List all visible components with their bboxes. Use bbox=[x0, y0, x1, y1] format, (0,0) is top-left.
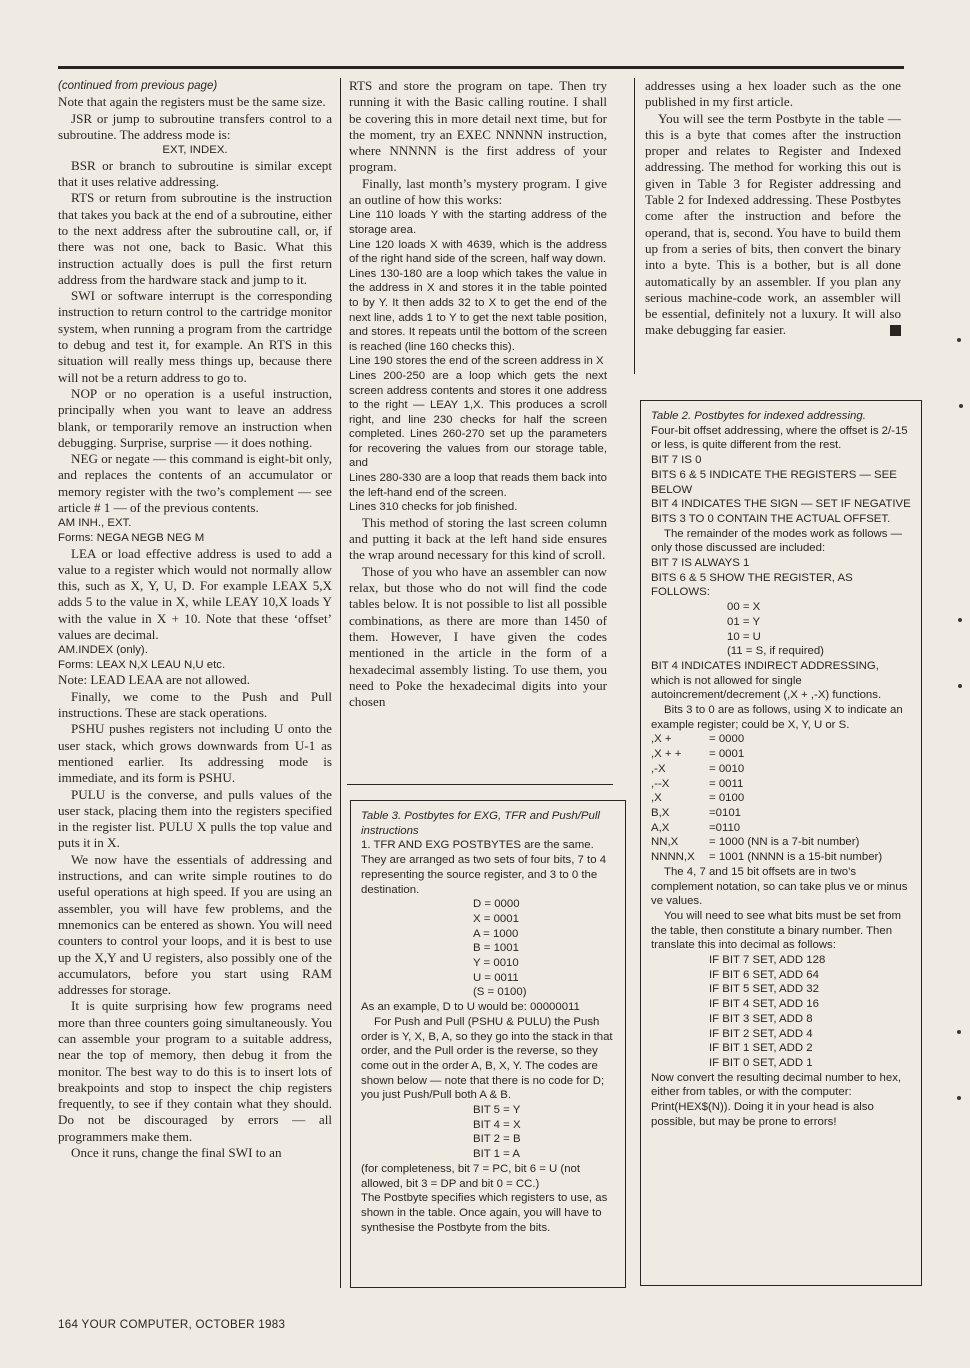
index-mode-list bbox=[651, 732, 911, 864]
table-2-rule: BITS 6 & 5 SHOW THE REGISTER, AS FOLLOWS: bbox=[651, 571, 853, 599]
scan-dot bbox=[957, 1030, 961, 1034]
table-2-remainder: The remainder of the modes work as follows — only those discussed are included: bbox=[651, 527, 903, 555]
address-mode: AM INH., EXT. bbox=[58, 517, 132, 530]
program-line-note: Lines 200-250 are a loop which gets the next screen address contents and stores it one address to the right — LEAY 1,X. This produces a scroll right, and line 230 checks for half the screen completed. Lines 260-270 set up the parameters for recovering the values from our storage table, and bbox=[349, 369, 607, 470]
paragraph: RTS and store the program on tape. Then try running it with the Basic calling routine. I shall be covering this in more detail next time, but for the moment, try an EXEC NNNNN instruction, where NNNNN is the first address of your program. bbox=[349, 78, 607, 175]
index-mode: ,X bbox=[651, 792, 662, 805]
index-mode: ,-X bbox=[651, 762, 666, 775]
table-3-completeness: (for completeness, bit 7 = PC, bit 6 = U (not allowed, bit 3 = DP and bit 0 = CC.) bbox=[361, 1162, 581, 1190]
paragraph: We now have the essentials of addressing and instructions, and can write simple routines to do useful operations at high speed. If you are using an assembler, you will have few problems, and the mnemonics can be entered as shown. You will need counters to control your loops, and it is best to use up the X,Y and U registers, also possibly one of the accumulators, before you start using RAM addresses for storage. bbox=[58, 851, 332, 998]
index-code: = 0010 bbox=[709, 762, 745, 775]
forms: Forms: LEAX N,X LEAU N,U etc. bbox=[58, 658, 226, 671]
index-mode-row bbox=[651, 821, 911, 836]
register-select-list bbox=[651, 600, 911, 659]
scan-dot bbox=[959, 404, 963, 408]
bit-add: IF BIT 5 SET, ADD 32 bbox=[709, 983, 819, 996]
push-bit: BIT 2 = B bbox=[473, 1133, 521, 1146]
table-2-offsets: The 4, 7 and 15 bit offsets are in two’s complement notation, so can take plus ve or minus ve values. bbox=[651, 865, 908, 908]
paragraph: LEA or load effective address is used to add a value to a register which would not normally allow this, such as X, Y, U, D. For example LEAX 5,X adds 5 to the value in X, while LEAY 10,X loads Y with the value in X + 10. Note that these ‘offset’ values are decimal. bbox=[58, 545, 332, 642]
table-2-rule: BITS 3 TO 0 CONTAIN THE ACTUAL OFFSET. bbox=[651, 512, 891, 525]
end-of-article-icon bbox=[890, 325, 901, 336]
index-mode-row bbox=[651, 747, 911, 762]
bit-add: IF BIT 3 SET, ADD 8 bbox=[709, 1012, 813, 1025]
table-2-box bbox=[640, 400, 922, 1286]
index-mode-row bbox=[651, 806, 911, 821]
index-mode: ,X + bbox=[651, 733, 672, 746]
program-line-note: Lines 130-180 are a loop which takes the value in the address in X and stores it in the table pointed to by Y. It then adds 32 to X to get the end of the next line, adds 1 to Y to get the next table position, and stores. It repeats until the bottom of the screen is reached (line 160 checks this). bbox=[349, 267, 607, 353]
bit4-caps: BIT 4 INDICATES INDIRECT ADDRESSING, bbox=[651, 659, 879, 672]
paragraph: Once it runs, change the final SWI to an bbox=[71, 1145, 282, 1161]
index-mode: A,X bbox=[651, 821, 670, 834]
address-mode: AM.INDEX (only). bbox=[58, 644, 148, 657]
table-3-caption: Table 3. Postbytes for EXG, TFR and Push/Pull instructions bbox=[361, 810, 600, 837]
index-code: = 0001 bbox=[709, 748, 745, 761]
paragraph: It is quite surprising how few programs need more than three counters going simultaneously. You can assemble your program to a suitable address, near the top of memory, then debug it from the monitor. The best way to do this is to insert lots of breakpoints and stop to inspect the chip registers frequently, to see if they contain what they should. Do not be discouraged by errors — all programmers make them. bbox=[58, 998, 332, 1144]
push-bit: BIT 4 = X bbox=[473, 1118, 521, 1131]
paragraph: Finally, we come to the Push and Pull instructions. These are stack operations. bbox=[58, 688, 332, 721]
index-mode-row bbox=[651, 762, 911, 777]
paragraph: SWI or software interrupt is the corresponding instruction to return control to the cartridge monitor system, when running a program from the cartridge to debug and test it, for example. An RTS in this situation will really mess things up, because there will not be a return address to go to. bbox=[58, 288, 332, 385]
program-line-note: Line 110 loads Y with the starting address of the storage area. bbox=[349, 209, 607, 236]
register-code: D = 0000 bbox=[473, 898, 520, 911]
column-2 bbox=[349, 78, 607, 710]
register-select: 00 = X bbox=[727, 601, 761, 614]
program-line-note: Line 190 stores the end of the screen address in X bbox=[349, 355, 604, 368]
program-line-note: Lines 310 checks for job finished. bbox=[349, 501, 518, 514]
register-select: (11 = S, if required) bbox=[727, 645, 824, 658]
index-mode-row bbox=[651, 732, 911, 747]
table-3-postbyte: The Postbyte specifies which registers to use, as shown in the table. Once again, you will have to synthesise the Postbyte from the bits. bbox=[361, 1192, 608, 1234]
paragraph: You will see the term Postbyte in the table — this is a byte that comes after the instruction proper and relates to Register and Indexed addressing. The method for working this out is given in Table 3 for Register addressing and Table 2 for Indexed addressing. These Postbytes come after the instruction and before the operand, that is, second. You have to build them up from a series of bits, then convert the binary into a byte. This is a bother, but is all done automatically by an assembler. If you plan any serious machine-code work, an assembler will be essential, definitely not a luxury. It will also make debugging far easier. bbox=[645, 110, 901, 338]
scan-dot bbox=[958, 684, 962, 688]
index-mode-row bbox=[651, 850, 911, 865]
top-rule bbox=[58, 66, 904, 69]
paragraph: NOP or no operation is a useful instruction, principally when you want to leave an address blank, or temporarily remove an instruction when debugging. Surprise, surprise — it does nothing. bbox=[58, 385, 332, 450]
table-2-convert: Now convert the resulting decimal number to hex, either from tables, or with the computer: Print(HEX$(N)). Doing it in your head is also possible, but may be prone to errors! bbox=[651, 1071, 902, 1128]
index-mode: B,X bbox=[651, 806, 670, 819]
bit-add-list bbox=[651, 953, 911, 1071]
register-code: B = 1001 bbox=[473, 942, 519, 955]
forms: Forms: NEGA NEGB NEG M bbox=[58, 531, 205, 544]
bit-add: IF BIT 2 SET, ADD 4 bbox=[709, 1027, 813, 1040]
table-2-caption: Table 2. Postbytes for indexed addressing. bbox=[651, 410, 866, 422]
scan-dot bbox=[958, 618, 962, 622]
table-2-rule: BIT 7 IS ALWAYS 1 bbox=[651, 557, 750, 570]
index-mode: NNNN,X bbox=[651, 851, 695, 864]
table-2-rule: BITS 6 & 5 INDICATE THE REGISTERS — SEE BELOW bbox=[651, 468, 897, 496]
index-code: = 0000 bbox=[709, 733, 745, 746]
column-3 bbox=[645, 78, 901, 339]
column-rule bbox=[340, 78, 341, 1288]
paragraph: Note that again the registers must be the same size. bbox=[58, 94, 326, 110]
table-2-bits30: Bits 3 to 0 are as follows, using X to indicate an example register; could be X, Y, U or S. bbox=[651, 704, 903, 731]
table-3-intro: 1. TFR AND EXG POSTBYTES are the same. They are arranged as two sets of four bits, 7 to 4 representing the source register, and 3 to 0 the destination. bbox=[361, 839, 607, 896]
paragraph: NEG or negate — this command is eight-bit only, and replaces the contents of an accumulator or memory register with the two’s complement — see article # 1 — of the previous contents. bbox=[58, 451, 332, 516]
index-code: = 0011 bbox=[709, 777, 744, 790]
index-mode: ,--X bbox=[651, 777, 670, 790]
register-code-list bbox=[361, 897, 615, 1000]
column-rule bbox=[634, 78, 635, 374]
index-code: = 0100 bbox=[709, 792, 745, 805]
scan-dot bbox=[957, 1096, 961, 1100]
paragraph: Finally, last month’s mystery program. I give an outline of how this works: bbox=[349, 175, 607, 208]
register-select: 01 = Y bbox=[727, 615, 761, 628]
paragraph: BSR or branch to subroutine is similar except that it uses relative addressing. bbox=[58, 157, 332, 190]
continued-note: (continued from previous page) bbox=[58, 80, 218, 92]
index-mode: NN,X bbox=[651, 836, 679, 849]
bit-add: IF BIT 1 SET, ADD 2 bbox=[709, 1042, 813, 1055]
box-rule bbox=[347, 784, 613, 785]
register-select: 10 = U bbox=[727, 630, 761, 643]
bit-add: IF BIT 4 SET, ADD 16 bbox=[709, 998, 819, 1011]
program-line-note: Lines 280-330 are a loop that reads them back into the left-hand end of the screen. bbox=[349, 472, 607, 499]
scan-dot bbox=[957, 338, 961, 342]
table-3-example: As an example, D to U would be: 00000011 bbox=[361, 1001, 580, 1014]
push-bit-list bbox=[361, 1103, 615, 1162]
table-2-bit4 bbox=[651, 659, 911, 703]
index-code: = 1000 (NN is a 7-bit number) bbox=[709, 836, 860, 849]
table-2-need: You will need to see what bits must be set from the table, then constitute a binary number. Then translate this into decimal as follows: bbox=[651, 909, 902, 952]
program-line-note: Line 120 loads X with 4639, which is the address of the right hand side of the screen, half way down. bbox=[349, 238, 607, 266]
index-code: =0110 bbox=[709, 821, 741, 834]
paragraph: PULU is the converse, and pulls values of the user stack, placing them into the registers specified in the register list. PULU X pulls the top value and puts it in X. bbox=[58, 786, 332, 851]
paragraph: Note: LEAD LEAA are not allowed. bbox=[58, 672, 250, 688]
register-code: Y = 0010 bbox=[473, 957, 519, 970]
index-mode-row bbox=[651, 835, 911, 850]
bit-add: IF BIT 6 SET, ADD 64 bbox=[709, 968, 819, 981]
register-code: X = 0001 bbox=[473, 912, 519, 925]
bit-add: IF BIT 0 SET, ADD 1 bbox=[709, 1056, 813, 1069]
paragraph: Those of you who have an assembler can now relax, but those who do not will find the code tables below. It is not possible to list all possible combinations, as there are more than 1450 of them. However, I have given the codes mentioned in the article in the form of a hexadecimal assembly listing. To use them, you need to Poke the hexadecimal digits into your chosen bbox=[349, 563, 607, 710]
bit4-rest: which is not allowed for single autoincrement/decrement (,X + ,-X) functions. bbox=[651, 674, 882, 702]
push-bit: BIT 1 = A bbox=[473, 1148, 520, 1161]
index-mode: ,X + + bbox=[651, 748, 682, 761]
table-3-push-pull: For Push and Pull (PSHU & PULU) the Push order is Y, X, B, A, so they go into the stack in that order, and the Pull order is the reverse, so they come out in the order A, B, X, Y. The codes are shown below — note that there is no code for D; you just Push/Pull both A & B. bbox=[361, 1015, 613, 1102]
address-mode: EXT, INDEX. bbox=[162, 144, 228, 157]
register-code: (S = 0100) bbox=[473, 986, 527, 999]
index-code: =0101 bbox=[709, 806, 741, 819]
paragraph: addresses using a hex loader such as the one published in my first article. bbox=[645, 78, 901, 110]
table-2-rule: BIT 4 INDICATES THE SIGN — SET IF NEGATIVE bbox=[651, 498, 911, 511]
register-code: U = 0011 bbox=[473, 971, 519, 984]
table-2-intro: Four-bit offset addressing, where the offset is 2/-15 or less, is quite different from the rest. bbox=[651, 424, 908, 452]
register-code: A = 1000 bbox=[473, 927, 519, 940]
paragraph: JSR or jump to subroutine transfers control to a subroutine. The address mode is: bbox=[58, 110, 332, 142]
paragraph: This method of storing the last screen column and putting it back at the left hand side ensures the wrap around necessary for this kind of scroll. bbox=[349, 514, 607, 563]
bit-add: IF BIT 7 SET, ADD 128 bbox=[709, 954, 826, 967]
index-mode-row bbox=[651, 791, 911, 806]
push-bit: BIT 5 = Y bbox=[473, 1104, 521, 1117]
column-1 bbox=[58, 78, 332, 1161]
index-mode-row bbox=[651, 777, 911, 792]
page-footer: 164 YOUR COMPUTER, OCTOBER 1983 bbox=[58, 1318, 286, 1331]
table-3-box bbox=[350, 800, 626, 1288]
paragraph: PSHU pushes registers not including U onto the user stack, which grows downwards from U-1 as mentioned earlier. Its addressing mode is immediate, and its form is PSHU. bbox=[58, 721, 332, 786]
index-code: = 1001 (NNNN is a 15-bit number) bbox=[709, 851, 883, 864]
paragraph: RTS or return from subroutine is the instruction that takes you back at the end of a subroutine, either to the next address after the subroutine call, or, if there was not one, back to Basic. What this instruction actually does is pull the first return address from the hardware stack and jump to it. bbox=[58, 190, 332, 287]
table-2-rule: BIT 7 IS 0 bbox=[651, 454, 702, 467]
